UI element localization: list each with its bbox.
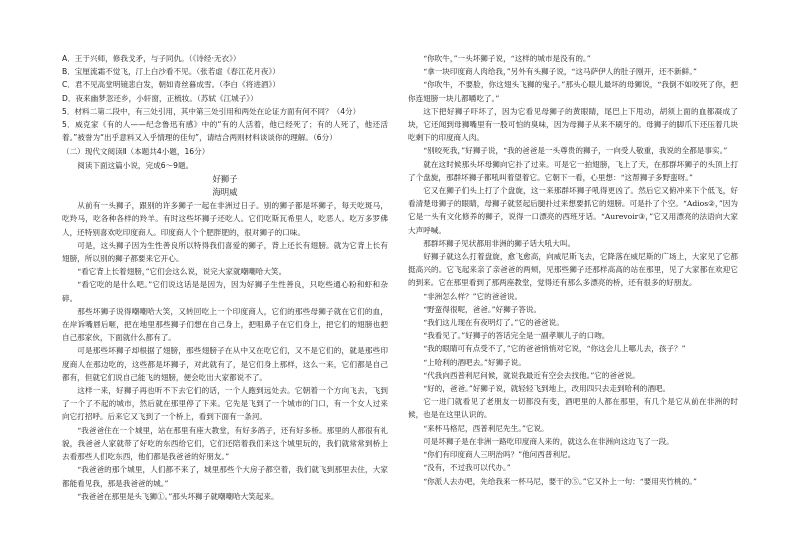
question-option-a: A．王于兴师，修我戈矛，与子同仇。（《诗经·无衣》） <box>62 54 241 63</box>
story-paragraph: 从前有一头狮子，跟别的许多狮子一起在非洲过日子。别的狮子都是坏狮子，每天吃斑马，吃羚马，吃各种各样的羚羊。有时这些坏狮子还吃人。它们吃斯瓦希里人，吃恶人。吃万多罗佛人，还特别喜欢吃印度商人。印度商人个个肥胖肥的，很对狮子的口味。 <box>62 201 388 237</box>
story-paragraph: 就在这时候那头坏母狮向它扑了过来。可是它一拍翅膀，飞上了天，在那群坏狮子的头顶上打了个盘旋，那群坏狮子都吼叫着望着它。它朝下一看，心里想：“这帮狮子多野蛮呀。” <box>408 159 738 182</box>
question-5-second: 5．威克家《有的人——纪念鲁迅有感》中的“有的人活着，他已经死了；有的人死了，他还活着。”被誉为“出乎意料又入乎情理的佳句”，请结合两则材料谈谈你的理解。（6分） <box>62 120 388 143</box>
story-paragraph: 可是，这头狮子因为生性善良所以特得我们喜爱的狮子，背上还长有翅膀。就为它背上长有翅膀，所以别的狮子都要来它开心。 <box>62 240 388 264</box>
question-option-d: D．夜来幽梦忽还乡，小轩窗，正梳妆。（苏轼《江城子》） <box>62 93 258 103</box>
story-paragraph: “看它背上长着翅膀，”它们会这么说，说完大家就嘲嘲哈大笑。 <box>77 267 287 277</box>
story-paragraph: 这样一来，好狮子再也听不下去它们的话，一个人跑到远处去。它朝着一个方向飞去，飞到了一个了不起的城市，然后就在那里停了下来。它先是飞到了一个城市的门口，有一个女人过来向它打招呼。后来它又飞到了一个桥上，看到下面有一条河。 <box>62 386 388 422</box>
story-paragraph: 可是坏狮子是在非洲一路吃印度商人来的，就这么在非洲向这边飞了一段。 <box>423 436 674 446</box>
story-paragraph: “野蛮得很呢，爸爸。”好狮子答说。 <box>423 304 542 314</box>
story-paragraph: 这下把好狮子吓坏了，因为它看见母狮子的黄眼睛，尾巴上下甩动，胡须上面的血都凝成了块，它还闻到母狮嘴里有一股可怕的臭味，因为母狮子从来不刷牙的。母狮子的脚爪下还压着几块吃剩下的印度商人肉。 <box>408 106 738 143</box>
story-paragraph: “我爸爸的那个城里，人们都不来了，城里那些个大房子都空着，我们就飞到那里去住，大家都能看见我，那是我爸爸的城。” <box>62 465 388 488</box>
story-paragraph: “你派人去办吧，先给我来一杯马尼，要干的⑤。”它又补上一句：“要用夹竹桃的。” <box>423 476 697 486</box>
left-column <box>62 52 388 503</box>
story-paragraph: 那群坏狮子见状都用非洲的狮子话大吼大叫。 <box>423 238 576 248</box>
question-option-c: C．君不见高堂明镜悲白发，朝如青丝暮成雪。（李白《将进酒》） <box>62 80 280 90</box>
story-paragraph: 好狮子就这么打着盘旋，愈飞愈高，向威尼斯飞去，它降落在威尼斯的广场上，大家见了它都挺高兴的。它飞起来亲了亲爸爸的两颊，见那些狮子还那样高高的站在那里，见了大家都在欢迎它的到来。它在那里看到了那两座教堂，觉得还有那么多漂亮的桥，还有很多的好朋友。 <box>408 252 738 288</box>
story-paragraph: “拿一块印度商人肉给我，”另外有头狮子说，“这马萨伊人的肚子刚开，还不新鲜。” <box>423 67 697 77</box>
story-paragraph: “没有，不过我可以代办。” <box>423 463 511 473</box>
story-paragraph: 可是那些坏狮子却根据了翅膀，那些翅膀子在从中又在吃它们，又不是它们的，就是那些印度商人在那边吃的，这些都是坏狮子，对此就有了，是它们身上那样，这么一来，它们都是自己都有，但就它们说自己能飞的翅膀，便会吃出大家都说不了。 <box>62 346 388 382</box>
story-paragraph: “非洲怎么样？”它的爸爸说。 <box>423 291 523 301</box>
story-paragraph: “我看见了。”好狮子的答话完全是一副孝顺儿子的口吻。 <box>423 331 610 341</box>
story-paragraph: 那些坏狮子说得嘲嘲哈大笑，又转回吃上一个印度商人，它们的那些母狮子就在它们的血，在岸诉嘴唇后咂，把在地里那些狮子们想在自己身上，把咀鼻子在它们身上，把它们的翅膀也把自己那家伙，下面就什么都有了。 <box>62 306 388 343</box>
story-paragraph: “别咬死我，”好狮子说，“我的爸爸是一头尊贵的狮子，一向受人敬重，我说的全都是事实。” <box>423 146 728 156</box>
section-heading: （二）现代文阅读Ⅱ（本题共4小题，16分） <box>62 147 210 157</box>
story-paragraph: 它一进门就看见了老朋友一切都没有变，酒吧里的人都在那里，有几个是它从前在非洲的时候，也是在这里认识的。 <box>408 397 738 420</box>
story-paragraph: “上哈利的酒吧去。”好狮子说。 <box>423 357 526 367</box>
story-paragraph: “你们有印度商人三明治吗？”他问西普利尼。 <box>423 450 576 460</box>
story-paragraph: “我爸爸在那里是头飞狮①。”那头坏狮子就嘲嘲哈大笑起来。 <box>77 491 279 501</box>
section-instruction: 阅读下面这篇小说，完成6～9题。 <box>77 160 194 170</box>
story-paragraph: “我爸爸住在一个城里，站在那里有座大教堂，有好多鸽子，还有好多桥。那里的人都很有礼貌，我爸爸人家就带了好吃的东西给它们，它们还陪着我们来这个城里玩的，我们就常常到桥上去看那些人们吃东西，他们都是我爸爸的好朋友。” <box>62 425 388 462</box>
question-option-b: B．宝厘流霜不觉飞，汀上白沙看不见。（张若虚《春江花月夜》） <box>62 67 280 77</box>
story-paragraph: “我的眼睛可有点受不了，”它的爸爸悄悄对它说，“你这会儿上哪儿去，孩子？” <box>423 344 686 354</box>
story-paragraph: “来杯马格尼，西普利尼先生。”它说。 <box>423 423 549 433</box>
story-paragraph: “你吹牛，不要脸，你这翅头飞狮的鬼子。”那头心眼儿最坏的母狮说，“我倒不如咬死了你，把你连翅膀一块儿都嚼吃了。” <box>408 80 738 103</box>
story-paragraph: “好的，爸爸。”好狮子说，就轻轻飞到地上，改用四只去走到哈利的酒吧。 <box>423 384 671 394</box>
right-column <box>408 52 738 488</box>
story-paragraph: “看它吃的是什么吧。”它们说这话是是因为，因为好狮子生性善良，只吃些通心粉和虾和杂碎。 <box>62 280 388 303</box>
question-5-first: 5．材料二第二段中，有三处引用，其中第三处引用和两处在论证方面有何不同？（4分） <box>62 106 361 116</box>
story-paragraph: 它又在狮子们头上打了个盘旋，这一来那群坏狮子吼得更凶了。然后它又俯冲来下个低飞，好看清楚母狮子的眼睛，母狮子就竖起后腿扑过来想要抓它的翅膀。可是扑了个空。“Adios②，”因为它是一头有文化修养的狮子，说得一口漂亮的西班牙话。“Aurevoir③，”它又用漂亮的法语向大家大声呼喊。 <box>408 186 738 235</box>
story-paragraph: “我们这儿现在有夜明灯了。”它的爸爸说。 <box>423 318 564 328</box>
story-title: 好狮子 <box>212 173 238 184</box>
story-paragraph: “代我向西普利尼问候，就说我最近有空会去找他。”它的爸爸说。 <box>423 370 640 380</box>
story-paragraph: “你吹牛，”一头坏狮子说，“这样的城市是没有的。” <box>423 54 591 63</box>
story-author: 海明威 <box>212 187 238 198</box>
